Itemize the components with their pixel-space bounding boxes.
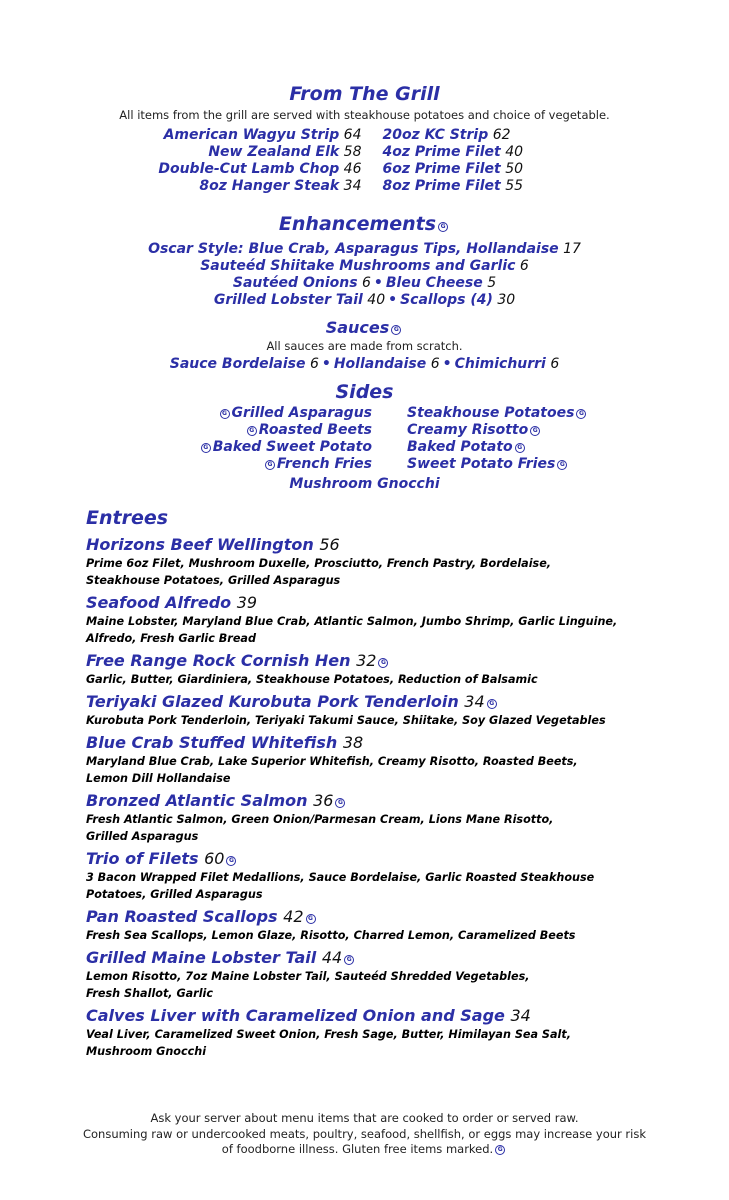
footer-line: Consuming raw or undercooked meats, poultry, seafood, shellfish, or eggs may increase your risk (82, 1126, 647, 1141)
grill-item: 8oz Hanger Steak 34 (199, 178, 362, 194)
entree-name: Bronzed Atlantic Salmon 36 G (86, 791, 686, 811)
sauces-title: Sauces G (0, 318, 729, 338)
enhancement-line: Sautéed Onions 6 • Bleu Cheese 5 (232, 275, 497, 291)
entrees-section (86, 505, 686, 1060)
gluten-free-icon: G (495, 1145, 505, 1155)
entree-name: Trio of Filets 60 G (86, 849, 686, 869)
side-item: G Grilled Asparagus (122, 405, 372, 422)
entree-description: Kurobuta Pork Tenderloin, Teriyaki Takumi Sauce, Shiitake, Soy Glazed Vegetables (86, 714, 606, 727)
gluten-free-icon: G (306, 914, 316, 924)
entree-description: Lemon Dill Hollandaise (86, 772, 231, 785)
entree-name: Free Range Rock Cornish Hen 32 G (86, 651, 686, 671)
entree-name: Calves Liver with Caramelized Onion and Sage 34 (86, 1006, 531, 1025)
gluten-free-icon: G (487, 699, 497, 709)
grill-item: Double-Cut Lamb Chop 46 (158, 161, 362, 177)
entree-description: Maryland Blue Crab, Lake Superior Whitefish, Creamy Risotto, Roasted Beets, (86, 755, 578, 768)
gluten-free-icon: G (576, 409, 586, 419)
entree-description: Fresh Shallot, Garlic (86, 987, 214, 1000)
grill-item: American Wagyu Strip 64 (163, 127, 362, 143)
gluten-free-icon: G (557, 460, 567, 470)
gluten-free-icon: G (391, 325, 401, 335)
footer-disclaimer (0, 1111, 729, 1158)
grill-item: 20oz KC Strip 62 (382, 127, 511, 143)
side-item: Steakhouse Potatoes G (407, 405, 607, 422)
side-item: G Baked Sweet Potato (122, 439, 372, 456)
gluten-free-icon: G (220, 409, 230, 419)
entree-description: Grilled Asparagus (86, 830, 199, 843)
entree-item (86, 907, 686, 944)
footer-line: of foodborne illness. Gluten free items marked. G (0, 1142, 729, 1158)
entree-item (86, 535, 686, 589)
entree-description: Garlic, Butter, Giardiniera, Steakhouse Potatoes, Reduction of Balsamic (86, 673, 538, 686)
enhancement-line: Sauteéd Shiitake Mushrooms and Garlic 6 (200, 258, 529, 274)
entree-description: 3 Bacon Wrapped Filet Medallions, Sauce Bordelaise, Garlic Roasted Steakhouse (86, 871, 595, 884)
enhancement-line: Oscar Style: Blue Crab, Asparagus Tips, Hollandaise 17 (148, 241, 581, 257)
side-item: Baked Potato G (407, 439, 607, 456)
footer-line: Ask your server about menu items that are cooked to order or served raw. (150, 1111, 579, 1125)
gluten-free-icon: G (515, 443, 525, 453)
sauces-section (0, 318, 729, 373)
entree-description: Lemon Risotto, 7oz Maine Lobster Tail, Sauteéd Shredded Vegetables, (86, 970, 530, 983)
enhancements-title: Enhancements G (0, 212, 729, 236)
entree-name: Pan Roasted Scallops 42 G (86, 907, 686, 927)
grill-item: 8oz Prime Filet 55 (382, 178, 524, 194)
grill-subtitle: All items from the grill are served with steakhouse potatoes and choice of vegetable. (119, 108, 610, 122)
sauces-line: Sauce Bordelaise 6 • Hollandaise 6 • Chimichurri 6 (169, 356, 560, 372)
gluten-free-icon: G (201, 443, 211, 453)
gluten-free-icon: G (247, 426, 257, 436)
entree-item (86, 1006, 686, 1060)
sides-title: Sides (335, 381, 394, 403)
enhancements-section (0, 212, 729, 309)
entree-name: Teriyaki Glazed Kurobuta Pork Tenderloin 34 G (86, 692, 686, 712)
entree-name: Grilled Maine Lobster Tail 44 G (86, 948, 686, 968)
entree-description: Fresh Sea Scallops, Lemon Glaze, Risotto, Charred Lemon, Caramelized Beets (86, 929, 576, 942)
entree-description: Mushroom Gnocchi (86, 1045, 207, 1058)
entree-item (86, 733, 686, 787)
entree-item (86, 849, 686, 903)
gluten-free-icon: G (530, 426, 540, 436)
enhancement-line: Grilled Lobster Tail 40 • Scallops (4) 30 (213, 292, 516, 308)
gluten-free-icon: G (265, 460, 275, 470)
sides-section (0, 380, 729, 493)
entree-description: Veal Liver, Caramelized Sweet Onion, Fresh Sage, Butter, Himilayan Sea Salt, (86, 1028, 571, 1041)
sauces-subtitle: All sauces are made from scratch. (266, 339, 463, 353)
entree-description: Fresh Atlantic Salmon, Green Onion/Parmesan Cream, Lions Mane Risotto, (86, 813, 554, 826)
grill-item: New Zealand Elk 58 (208, 144, 362, 160)
entree-item (86, 791, 686, 845)
entree-description: Prime 6oz Filet, Mushroom Duxelle, Prosciutto, French Pastry, Bordelaise, (86, 557, 552, 570)
side-item: Mushroom Gnocchi (289, 476, 440, 492)
grill-title: From The Grill (289, 83, 440, 105)
entree-description: Potatoes, Grilled Asparagus (86, 888, 263, 901)
entree-item (86, 651, 686, 688)
entree-name: Seafood Alfredo 39 (86, 593, 258, 612)
grill-item: 6oz Prime Filet 50 (382, 161, 524, 177)
grill-list (0, 127, 729, 195)
side-item: Creamy Risotto G (407, 422, 607, 439)
sides-list (0, 405, 729, 473)
entree-item (86, 593, 686, 647)
grill-item: 4oz Prime Filet 40 (382, 144, 524, 160)
entree-name: Blue Crab Stuffed Whitefish 38 (86, 733, 364, 752)
side-item: G Roasted Beets (122, 422, 372, 439)
side-item: G French Fries (122, 456, 372, 473)
entree-description: Maine Lobster, Maryland Blue Crab, Atlantic Salmon, Jumbo Shrimp, Garlic Linguine, (86, 615, 618, 628)
side-item: Sweet Potato Fries G (407, 456, 607, 473)
entree-name: Horizons Beef Wellington 56 (86, 535, 340, 554)
gluten-free-icon: G (438, 222, 448, 232)
entree-item (86, 948, 686, 1002)
gluten-free-icon: G (344, 955, 354, 965)
gluten-free-icon: G (378, 658, 388, 668)
entree-description: Steakhouse Potatoes, Grilled Asparagus (86, 574, 341, 587)
entree-description: Alfredo, Fresh Garlic Bread (86, 632, 256, 645)
gluten-free-icon: G (226, 856, 236, 866)
grill-section (0, 82, 729, 195)
gluten-free-icon: G (335, 798, 345, 808)
entrees-title: Entrees (86, 507, 169, 529)
entree-item (86, 692, 686, 729)
